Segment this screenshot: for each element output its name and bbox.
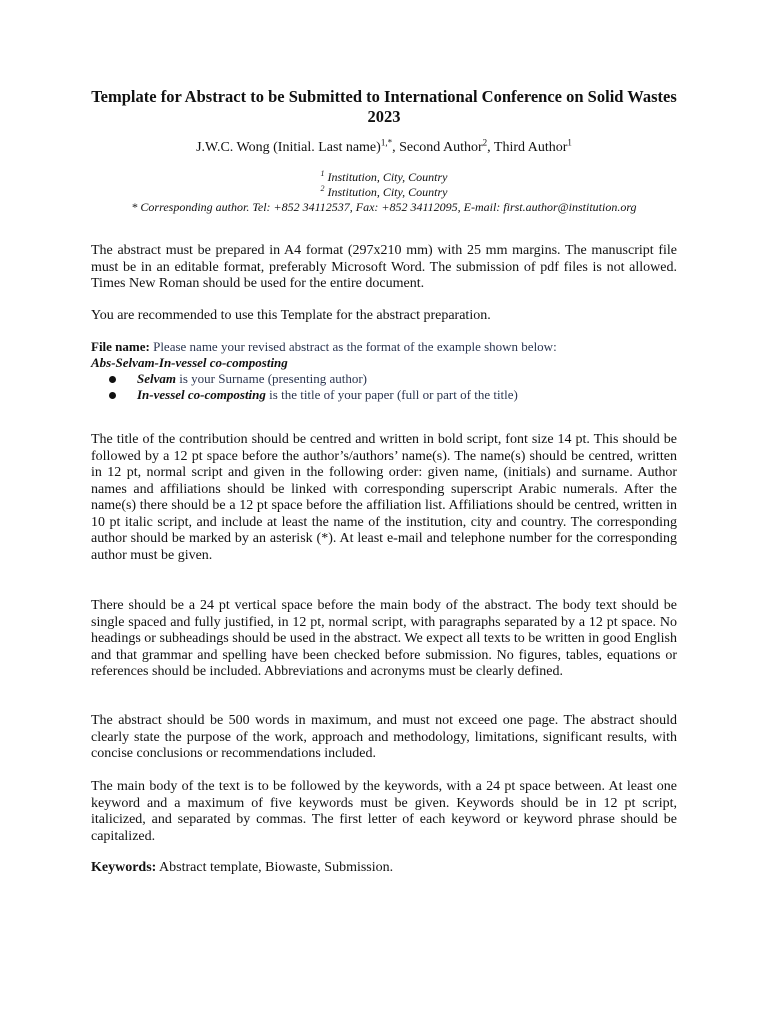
file-name-label: File name: — [91, 339, 150, 354]
affiliation-text: Institution, City, Country — [324, 170, 448, 184]
body-paragraph: The main body of the text is to be followed by the keywords, with a 24 pt space between. At least one keyword and a maximum of five keywords must be given. Keywords should be in 12 pt script, italicized, and separated by commas. The first letter of each keyword or keyword phrase should be capitalized. — [91, 779, 677, 844]
document-title: Template for Abstract to be Submitted to International Conference on Solid Wastes 2023 — [91, 87, 677, 126]
keywords-text: Abstract template, Biowaste, Submission. — [156, 860, 394, 875]
bullet-icon — [109, 392, 116, 399]
affiliation-superscript: 2 — [320, 184, 325, 193]
file-name-instructions — [91, 339, 677, 403]
corresponding-author-line: * Corresponding author. Tel: +852 34112537, Fax: +852 34112095, E-mail: first.author@institution.org — [131, 200, 637, 214]
author-separator: , — [392, 140, 400, 155]
author-name: Second Author — [399, 140, 483, 155]
file-name-line — [91, 339, 677, 355]
author-superscript: 2 — [482, 137, 488, 148]
author-superscript: 1 — [567, 137, 572, 148]
affiliation-line — [0, 170, 768, 185]
keywords-line — [91, 859, 393, 876]
body-paragraph: You are recommended to use this Template for the abstract preparation. — [91, 308, 491, 323]
file-name-example: Abs-Selvam-In-vessel co-composting — [91, 355, 288, 370]
author-separator: , — [487, 140, 494, 155]
author-list — [0, 139, 768, 157]
list-item — [91, 371, 677, 387]
affiliation-superscript: 1 — [320, 169, 325, 178]
body-paragraph: The abstract should be 500 words in maximum, and must not exceed one page. The abstract should clearly state the purpose of the work, approach and methodology, limitations, significant results, with concise conclusions or recommendations included. — [91, 713, 677, 761]
body-paragraph: The title of the contribution should be centred and written in bold script, font size 14 pt. This should be followed by a 12 pt space before the author’s/authors’ name(s). The name(s) should be centred, written in 12 pt, normal script and given in the following order: given name, (initials) and surname. Author names and affiliations should be linked with corresponding superscript Arabic numerals. After the name(s) there should be a 12 pt space before the affiliation list. Affiliations should be centred, written in 10 pt italic script, and include at least the name of the institution, city and country. The corresponding author should be marked by an asterisk (*). At least e-mail and telephone number for the corresponding author must be given. — [91, 432, 677, 563]
list-item — [91, 387, 677, 403]
bullet-icon — [109, 376, 116, 383]
list-item-desc: is your Surname (presenting author) — [176, 371, 367, 386]
list-item-term: In-vessel co-composting — [137, 387, 266, 402]
author-name: Third Author — [493, 140, 568, 155]
list-item-term: Selvam — [137, 371, 176, 386]
author-superscript: 1,* — [380, 137, 393, 148]
body-paragraph: There should be a 24 pt vertical space before the main body of the abstract. The body text should be single spaced and fully justified, in 12 pt, normal script, with paragraphs separated by a 12 pt space. No headings or subheadings should be used in the abstract. We expect all texts to be written in good English and that grammar and spelling have been checked before submission. No figures, tables, equations or references should be included. Abbreviations and acronyms must be clearly defined. — [91, 598, 677, 679]
author-name: J.W.C. Wong (Initial. Last name) — [196, 140, 381, 155]
affiliation-text: Institution, City, Country — [324, 185, 448, 199]
body-paragraph: The abstract must be prepared in A4 format (297x210 mm) with 25 mm margins. The manuscript file must be in an editable format, preferably Microsoft Word. The submission of pdf files is not allowed. Times New Roman should be used for the entire document. — [91, 243, 677, 291]
affiliation-line — [0, 185, 768, 200]
keywords-label: Keywords: — [91, 860, 157, 875]
file-name-text: Please name your revised abstract as the format of the example shown below: — [149, 339, 557, 354]
list-item-desc: is the title of your paper (full or part of the title) — [265, 387, 518, 402]
affiliation-list — [0, 170, 768, 215]
file-name-bullet-list — [91, 371, 677, 403]
